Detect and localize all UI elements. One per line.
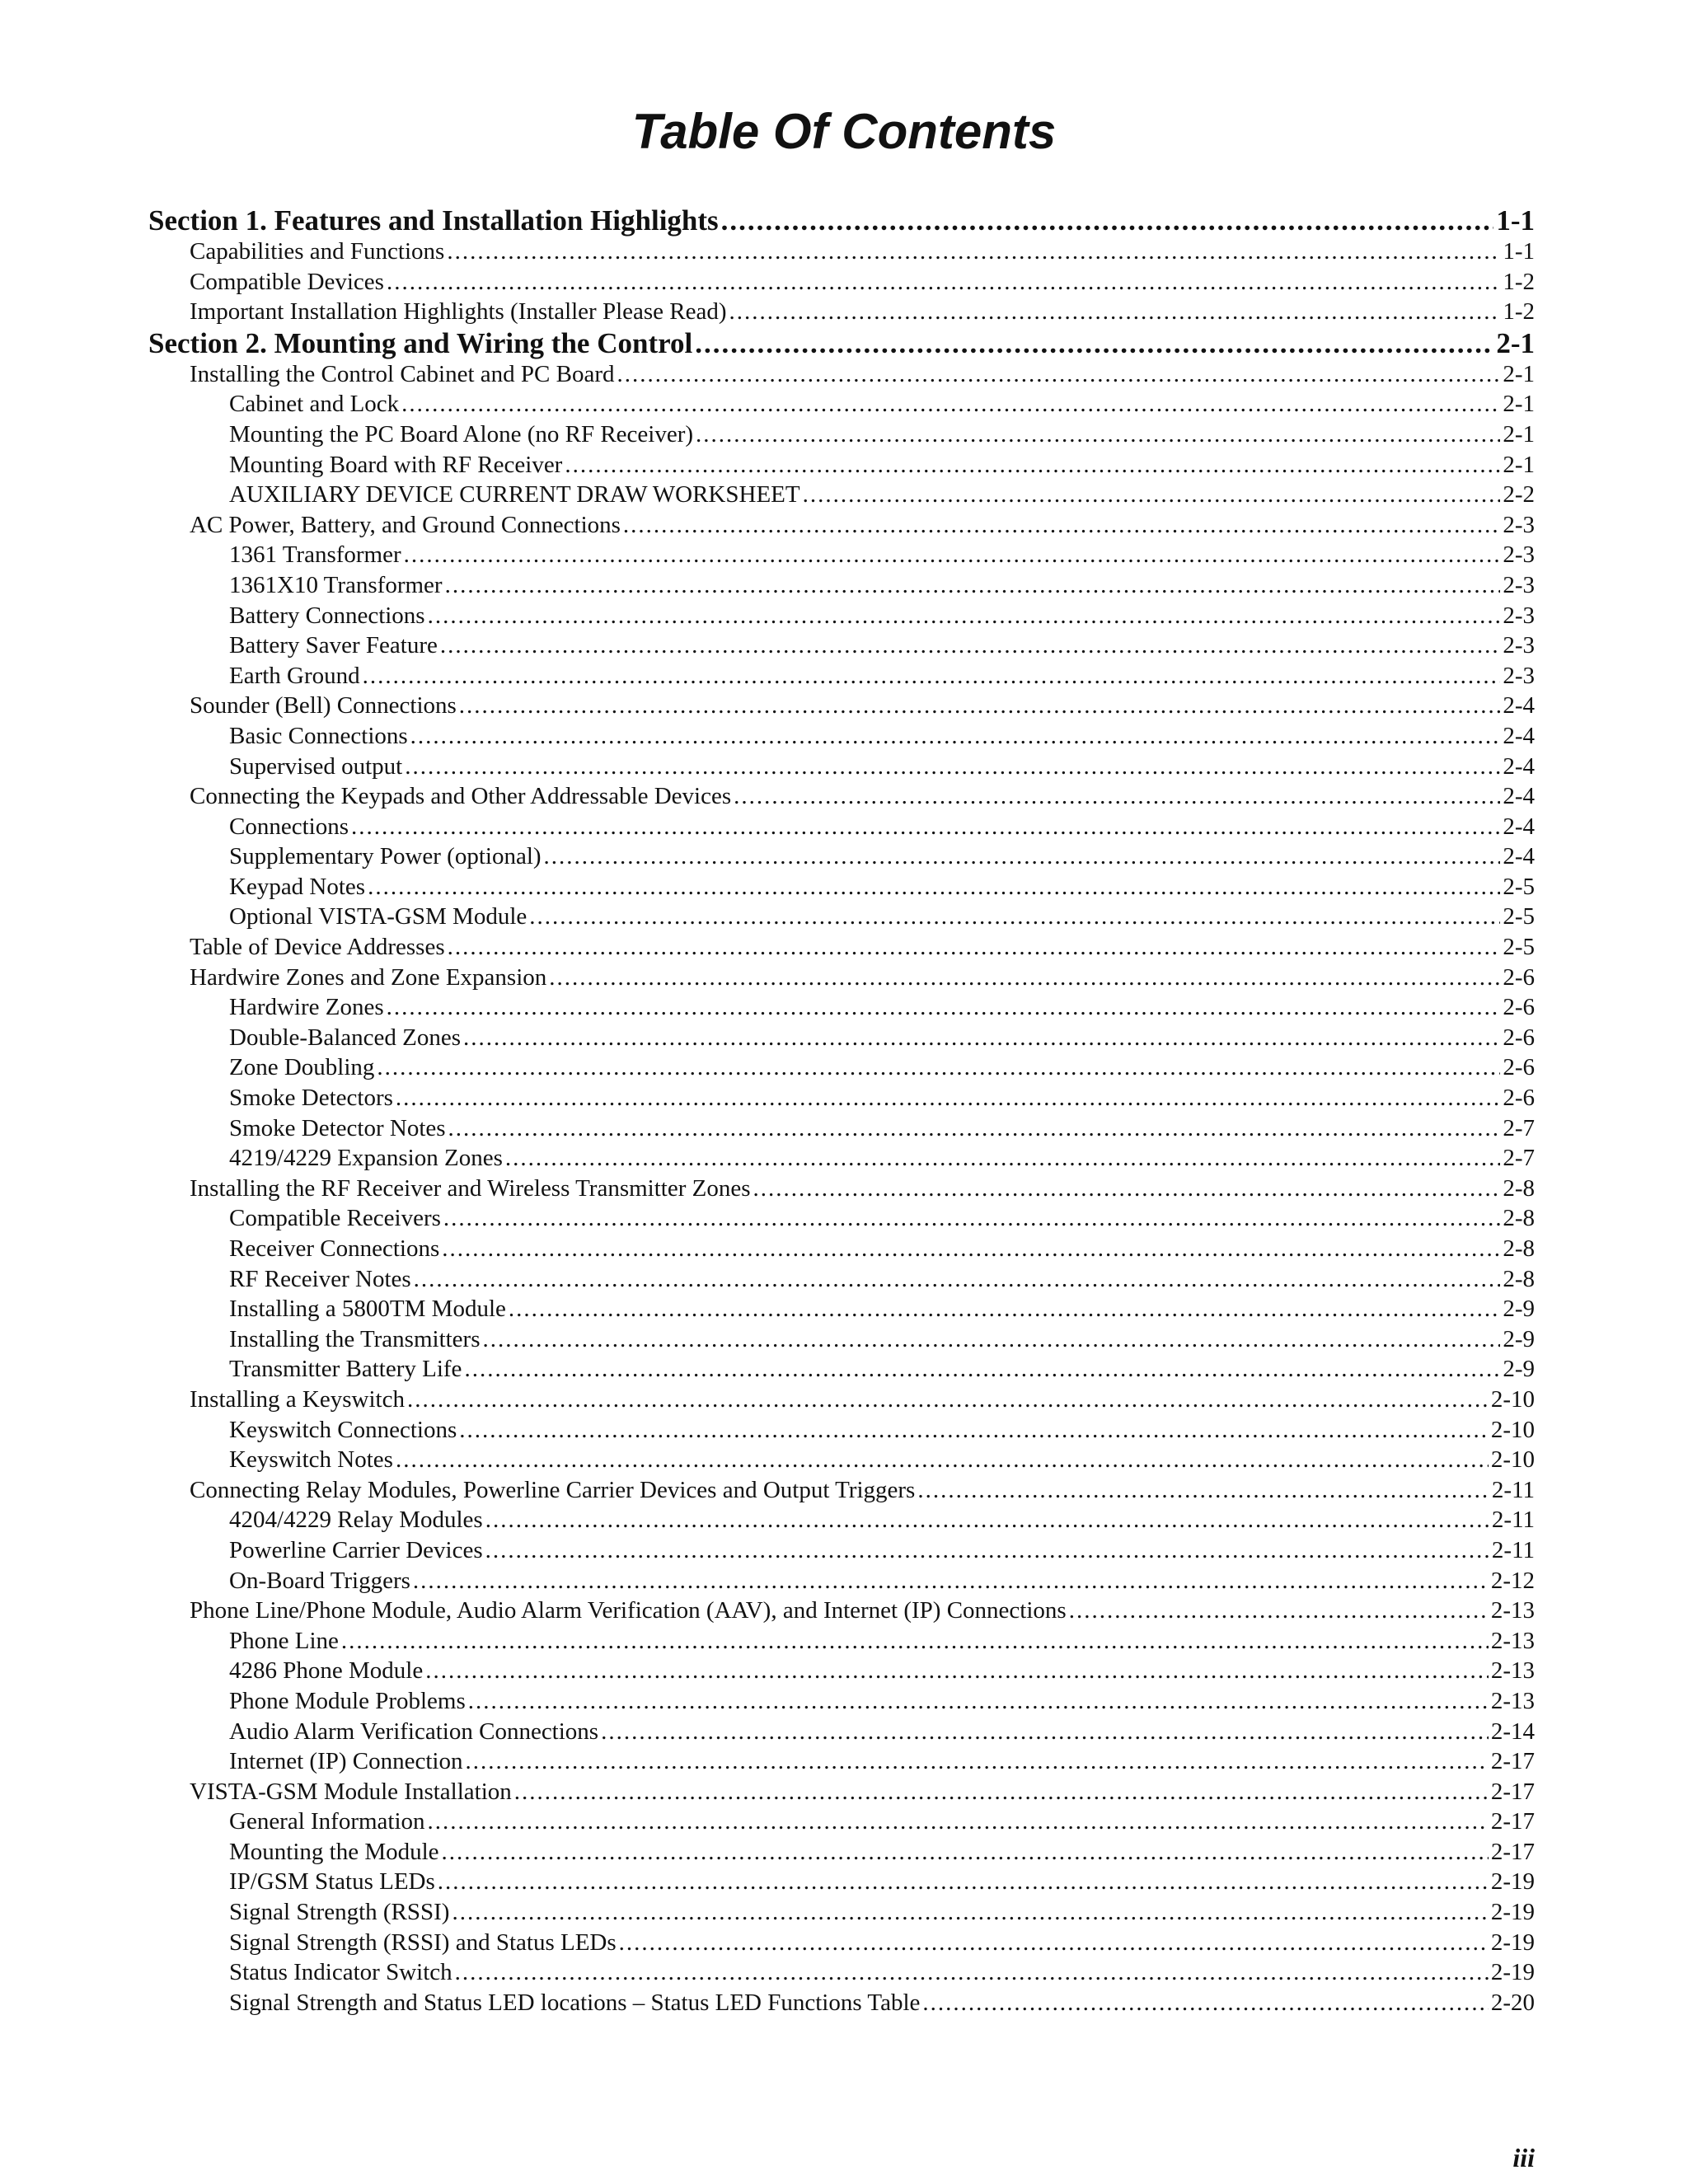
- dot-leader: [445, 570, 1501, 601]
- toc-entry[interactable]: [148, 419, 1535, 450]
- toc-entry-page: 2-3: [1503, 511, 1535, 538]
- toc-entry-page: 2-11: [1491, 1507, 1535, 1534]
- dot-leader: [443, 1203, 1500, 1234]
- toc-entry-label: Connections: [229, 813, 349, 840]
- toc-entry[interactable]: [148, 570, 1535, 601]
- toc-entry-page: 2-8: [1503, 1174, 1535, 1202]
- toc-entry-label: Supervised output: [229, 752, 403, 780]
- toc-entry-page: 2-5: [1503, 873, 1535, 900]
- toc-entry-page: 2-10: [1490, 1446, 1535, 1474]
- dot-leader: [514, 1777, 1489, 1807]
- toc-entry-label: Double-Balanced Zones: [229, 1024, 462, 1051]
- toc-entry-label: Table of Device Addresses: [190, 934, 445, 961]
- page-title: Table Of Contents: [631, 104, 1057, 159]
- toc-entry[interactable]: [148, 630, 1535, 661]
- toc-entry[interactable]: [148, 1234, 1535, 1264]
- toc-entry-label: Status Indicator Switch: [229, 1959, 452, 1986]
- toc-entry[interactable]: [148, 1988, 1535, 2018]
- toc-entry-page: 2-3: [1503, 571, 1535, 598]
- dot-leader: [410, 721, 1501, 752]
- toc-entry-page: 2-8: [1503, 1235, 1535, 1262]
- toc-entry-label: Mounting the PC Board Alone (no RF Receiver): [229, 420, 694, 448]
- toc-entry-page: 2-3: [1503, 541, 1535, 569]
- toc-entry-page: 2-9: [1503, 1325, 1535, 1352]
- table-of-contents: [148, 204, 1535, 2018]
- toc-entry-label: Signal Strength (RSSI) and Status LEDs: [229, 1929, 617, 1956]
- toc-entry-label: Capabilities and Functions: [190, 238, 445, 265]
- toc-entry[interactable]: [148, 1867, 1535, 1897]
- toc-entry[interactable]: [148, 389, 1535, 419]
- dot-leader: [601, 1717, 1489, 1747]
- dot-leader: [401, 389, 1500, 419]
- toc-entry[interactable]: [148, 237, 1535, 267]
- toc-entry-label: Keypad Notes: [229, 873, 366, 900]
- toc-entry-label: Phone Line: [229, 1627, 339, 1654]
- toc-entry-label: RF Receiver Notes: [229, 1265, 411, 1292]
- dot-leader: [721, 204, 1494, 237]
- dot-leader: [442, 1837, 1489, 1868]
- toc-entry-label: Hardwire Zones and Zone Expansion: [190, 963, 547, 991]
- page-number: iii: [1512, 2143, 1535, 2172]
- toc-entry-page: 2-3: [1503, 602, 1535, 629]
- dot-leader: [351, 812, 1500, 842]
- dot-leader: [428, 601, 1501, 631]
- toc-entry-page: 2-4: [1503, 692, 1535, 719]
- toc-entry-label: Keyswitch Connections: [229, 1416, 457, 1443]
- toc-entry-page: 2-3: [1503, 662, 1535, 689]
- toc-entry-page: 2-19: [1490, 1868, 1535, 1896]
- toc-entry-page: 2-13: [1490, 1657, 1535, 1685]
- toc-entry-page: 2-1: [1503, 360, 1535, 387]
- toc-entry[interactable]: [148, 963, 1535, 993]
- dot-leader: [485, 1505, 1489, 1535]
- toc-entry-page: 2-5: [1503, 934, 1535, 961]
- toc-entry-label: General Information: [229, 1808, 425, 1835]
- toc-entry[interactable]: [148, 1264, 1535, 1295]
- toc-entry[interactable]: [148, 932, 1535, 963]
- toc-entry-label: Powerline Carrier Devices: [229, 1536, 483, 1563]
- toc-entry-label: Mounting Board with RF Receiver: [229, 451, 563, 478]
- toc-entry-label: VISTA-GSM Module Installation: [190, 1778, 512, 1805]
- dot-leader: [440, 630, 1500, 661]
- toc-entry[interactable]: [148, 1385, 1535, 1415]
- dot-leader: [623, 510, 1500, 541]
- dot-leader: [485, 1535, 1489, 1566]
- dot-leader: [448, 932, 1501, 963]
- toc-entry-page: 2-6: [1503, 1054, 1535, 1081]
- toc-entry-label: On-Board Triggers: [229, 1567, 410, 1594]
- toc-entry-page: 2-19: [1490, 1929, 1535, 1956]
- toc-entry-page: 2-5: [1503, 903, 1535, 930]
- toc-entry-page: 2-6: [1503, 1085, 1535, 1112]
- toc-entry[interactable]: [148, 1354, 1535, 1385]
- toc-entry-page: 2-1: [1503, 451, 1535, 478]
- toc-entry-label: IP/GSM Status LEDs: [229, 1868, 435, 1896]
- toc-entry-label: Section 2. Mounting and Wiring the Control: [148, 326, 693, 359]
- toc-entry-page: 2-6: [1503, 994, 1535, 1021]
- toc-entry-page: 2-9: [1503, 1296, 1535, 1323]
- toc-entry[interactable]: [148, 480, 1535, 510]
- toc-entry-page: 2-13: [1490, 1627, 1535, 1654]
- toc-entry-page: 2-4: [1503, 752, 1535, 780]
- dot-leader: [463, 1023, 1500, 1053]
- toc-entry-page: 2-17: [1490, 1748, 1535, 1775]
- toc-entry-page: 2-11: [1491, 1536, 1535, 1563]
- toc-entry-label: Connecting Relay Modules, Powerline Carrier Devices and Output Triggers: [190, 1476, 916, 1503]
- toc-entry[interactable]: [148, 781, 1535, 812]
- dot-leader: [922, 1988, 1488, 2018]
- dot-leader: [396, 1083, 1500, 1113]
- toc-entry[interactable]: [148, 1475, 1535, 1506]
- toc-entry-label: Transmitter Battery Life: [229, 1356, 462, 1383]
- toc-entry[interactable]: [148, 540, 1535, 570]
- toc-entry[interactable]: [148, 1777, 1535, 1807]
- dot-leader: [468, 1686, 1489, 1717]
- dot-leader: [404, 540, 1501, 570]
- toc-entry-label: Section 1. Features and Installation Highlights: [148, 204, 719, 237]
- toc-entry-label: Receiver Connections: [229, 1235, 440, 1262]
- dot-leader: [387, 267, 1500, 298]
- toc-entry-page: 2-6: [1503, 963, 1535, 991]
- toc-entry[interactable]: [148, 992, 1535, 1023]
- toc-entry-page: 2-13: [1490, 1687, 1535, 1714]
- toc-entry-label: Optional VISTA-GSM Module: [229, 903, 528, 930]
- toc-entry[interactable]: [148, 1596, 1535, 1626]
- toc-entry-page: 2-20: [1490, 1989, 1535, 2016]
- dot-leader: [341, 1626, 1489, 1657]
- toc-entry-label: 4219/4229 Expansion Zones: [229, 1145, 503, 1172]
- toc-entry[interactable]: [148, 1746, 1535, 1777]
- toc-entry[interactable]: [148, 1294, 1535, 1324]
- toc-entry-page: 2-10: [1490, 1385, 1535, 1413]
- toc-entry-label: Installing the RF Receiver and Wireless Transmitter Zones: [190, 1174, 751, 1202]
- dot-leader: [447, 237, 1500, 267]
- toc-entry-page: 1-2: [1503, 298, 1535, 326]
- dot-leader: [455, 1957, 1489, 1988]
- toc-entry-page: 2-1: [1503, 420, 1535, 448]
- dot-leader: [753, 1174, 1501, 1204]
- dot-leader: [465, 1746, 1488, 1777]
- toc-entry-page: 2-12: [1490, 1567, 1535, 1594]
- dot-leader: [509, 1294, 1500, 1324]
- dot-leader: [565, 450, 1500, 480]
- dot-leader: [459, 1415, 1489, 1446]
- toc-entry[interactable]: [148, 1897, 1535, 1928]
- toc-entry[interactable]: [148, 661, 1535, 691]
- toc-entry-label: Phone Line/Phone Module, Audio Alarm Verification (AAV), and Internet (IP) Connections: [190, 1597, 1067, 1624]
- toc-entry-page: 2-4: [1503, 843, 1535, 870]
- toc-entry[interactable]: [148, 1445, 1535, 1475]
- toc-entry-label: Battery Saver Feature: [229, 632, 438, 659]
- toc-entry-label: 1361X10 Transformer: [229, 571, 443, 598]
- dot-leader: [428, 1807, 1489, 1837]
- toc-section-entry[interactable]: [148, 327, 1535, 359]
- toc-entry[interactable]: [148, 1566, 1535, 1596]
- toc-entry[interactable]: [148, 450, 1535, 480]
- toc-entry[interactable]: [148, 1928, 1535, 1958]
- toc-entry-label: Important Installation Highlights (Installer Please Read): [190, 298, 727, 326]
- dot-leader: [413, 1566, 1489, 1596]
- toc-entry[interactable]: [148, 297, 1535, 327]
- dot-leader: [483, 1324, 1501, 1355]
- toc-entry[interactable]: [148, 267, 1535, 298]
- toc-entry-label: Cabinet and Lock: [229, 391, 400, 418]
- toc-entry[interactable]: [148, 1626, 1535, 1657]
- toc-entry-label: Signal Strength (RSSI): [229, 1899, 450, 1926]
- toc-entry-page: 2-3: [1503, 632, 1535, 659]
- dot-leader: [549, 963, 1500, 993]
- toc-entry-label: Installing the Transmitters: [229, 1325, 481, 1352]
- toc-entry-page: 1-1: [1496, 204, 1535, 237]
- toc-entry-page: 2-4: [1503, 813, 1535, 840]
- dot-leader: [438, 1867, 1489, 1897]
- toc-entry-label: Internet (IP) Connection: [229, 1748, 463, 1775]
- toc-entry[interactable]: [148, 1324, 1535, 1355]
- toc-entry-label: Earth Ground: [229, 662, 360, 689]
- toc-entry[interactable]: [148, 1023, 1535, 1053]
- toc-entry[interactable]: [148, 1415, 1535, 1446]
- toc-entry-page: 2-14: [1490, 1718, 1535, 1745]
- toc-entry[interactable]: [148, 1686, 1535, 1717]
- toc-entry-page: 2-1: [1496, 326, 1535, 359]
- dot-leader: [617, 359, 1501, 390]
- dot-leader: [464, 1354, 1500, 1385]
- toc-entry-page: 2-13: [1490, 1597, 1535, 1624]
- toc-entry-label: Signal Strength and Status LED locations – Status LED Functions Table: [229, 1989, 921, 2016]
- toc-entry[interactable]: [148, 872, 1535, 902]
- toc-entry[interactable]: [148, 1174, 1535, 1204]
- toc-entry[interactable]: [148, 1203, 1535, 1234]
- toc-entry-page: 2-7: [1503, 1145, 1535, 1172]
- toc-entry[interactable]: [148, 752, 1535, 782]
- toc-entry-label: Smoke Detectors: [229, 1085, 393, 1112]
- dot-leader: [377, 1052, 1500, 1083]
- toc-entry[interactable]: [148, 1052, 1535, 1083]
- toc-entry-page: 2-4: [1503, 722, 1535, 749]
- toc-entry[interactable]: [148, 812, 1535, 842]
- toc-section-entry[interactable]: [148, 204, 1535, 237]
- dot-leader: [803, 480, 1501, 510]
- toc-entry-label: Compatible Receivers: [229, 1205, 441, 1232]
- toc-entry-page: 2-17: [1490, 1838, 1535, 1865]
- dot-leader: [505, 1143, 1500, 1174]
- toc-entry-label: Audio Alarm Verification Connections: [229, 1718, 599, 1745]
- toc-entry-page: 2-8: [1503, 1265, 1535, 1292]
- dot-leader: [619, 1928, 1489, 1958]
- toc-entry[interactable]: [148, 721, 1535, 752]
- toc-entry[interactable]: [148, 1505, 1535, 1535]
- toc-entry[interactable]: [148, 841, 1535, 872]
- toc-entry-page: 2-7: [1503, 1114, 1535, 1141]
- dot-leader: [396, 1445, 1489, 1475]
- toc-entry-label: Battery Connections: [229, 602, 425, 629]
- toc-entry-label: AC Power, Battery, and Ground Connections: [190, 511, 621, 538]
- toc-entry-page: 2-1: [1503, 391, 1535, 418]
- toc-entry-page: 2-6: [1503, 1024, 1535, 1051]
- dot-leader: [405, 752, 1500, 782]
- toc-entry[interactable]: [148, 691, 1535, 721]
- toc-entry[interactable]: [148, 510, 1535, 541]
- dot-leader: [917, 1475, 1489, 1506]
- toc-entry-page: 1-1: [1503, 238, 1535, 265]
- toc-entry[interactable]: [148, 902, 1535, 932]
- toc-entry-label: Phone Module Problems: [229, 1687, 466, 1714]
- toc-entry-page: 2-2: [1503, 481, 1535, 509]
- dot-leader: [448, 1113, 1501, 1144]
- dot-leader: [1069, 1596, 1489, 1626]
- toc-entry-page: 2-17: [1490, 1778, 1535, 1805]
- toc-entry[interactable]: [148, 1717, 1535, 1747]
- toc-entry-label: 4286 Phone Module: [229, 1657, 424, 1685]
- dot-leader: [452, 1897, 1488, 1928]
- toc-entry-label: AUXILIARY DEVICE CURRENT DRAW WORKSHEET: [229, 481, 800, 509]
- toc-entry-label: Zone Doubling: [229, 1054, 375, 1081]
- dot-leader: [387, 992, 1501, 1023]
- toc-entry-label: Installing a Keyswitch: [190, 1385, 405, 1413]
- toc-entry-label: Mounting the Module: [229, 1838, 439, 1865]
- toc-entry-label: 1361 Transformer: [229, 541, 401, 569]
- toc-entry-label: Installing the Control Cabinet and PC Board: [190, 360, 615, 387]
- toc-entry-label: Compatible Devices: [190, 268, 384, 295]
- toc-entry-page: 2-10: [1490, 1416, 1535, 1443]
- toc-entry-label: Sounder (Bell) Connections: [190, 692, 457, 719]
- toc-entry-page: 2-19: [1490, 1959, 1535, 1986]
- dot-leader: [696, 419, 1500, 450]
- toc-entry[interactable]: [148, 1957, 1535, 1988]
- toc-entry[interactable]: [148, 1656, 1535, 1686]
- toc-entry-label: Keyswitch Notes: [229, 1446, 393, 1474]
- toc-entry-label: Basic Connections: [229, 722, 408, 749]
- toc-entry-page: 2-9: [1503, 1356, 1535, 1383]
- toc-entry-page: 2-17: [1490, 1808, 1535, 1835]
- dot-leader: [442, 1234, 1500, 1264]
- toc-entry-page: 1-2: [1503, 268, 1535, 295]
- toc-entry[interactable]: [148, 1535, 1535, 1566]
- toc-entry-label: Supplementary Power (optional): [229, 843, 542, 870]
- dot-leader: [407, 1385, 1489, 1415]
- dot-leader: [529, 902, 1500, 932]
- toc-entry[interactable]: [148, 1113, 1535, 1144]
- toc-entry-label: 4204/4229 Relay Modules: [229, 1507, 483, 1534]
- toc-entry-label: Connecting the Keypads and Other Addressable Devices: [190, 783, 732, 810]
- toc-entry-page: 2-4: [1503, 783, 1535, 810]
- dot-leader: [425, 1656, 1489, 1686]
- toc-entry-label: Hardwire Zones: [229, 994, 384, 1021]
- toc-entry-label: Smoke Detector Notes: [229, 1114, 446, 1141]
- toc-entry[interactable]: [148, 1083, 1535, 1113]
- dot-leader: [734, 781, 1500, 812]
- dot-leader: [414, 1264, 1501, 1295]
- toc-entry[interactable]: [148, 1837, 1535, 1868]
- toc-entry[interactable]: [148, 601, 1535, 631]
- toc-entry-page: 2-19: [1490, 1899, 1535, 1926]
- toc-entry-page: 2-11: [1491, 1476, 1535, 1503]
- toc-entry[interactable]: [148, 359, 1535, 390]
- dot-leader: [544, 841, 1501, 872]
- toc-entry-page: 2-8: [1503, 1205, 1535, 1232]
- dot-leader: [363, 661, 1501, 691]
- toc-entry-label: Installing a 5800TM Module: [229, 1296, 506, 1323]
- dot-leader: [729, 297, 1501, 327]
- dot-leader: [695, 327, 1493, 359]
- toc-entry[interactable]: [148, 1143, 1535, 1174]
- toc-entry[interactable]: [148, 1807, 1535, 1837]
- dot-leader: [368, 872, 1500, 902]
- dot-leader: [459, 691, 1501, 721]
